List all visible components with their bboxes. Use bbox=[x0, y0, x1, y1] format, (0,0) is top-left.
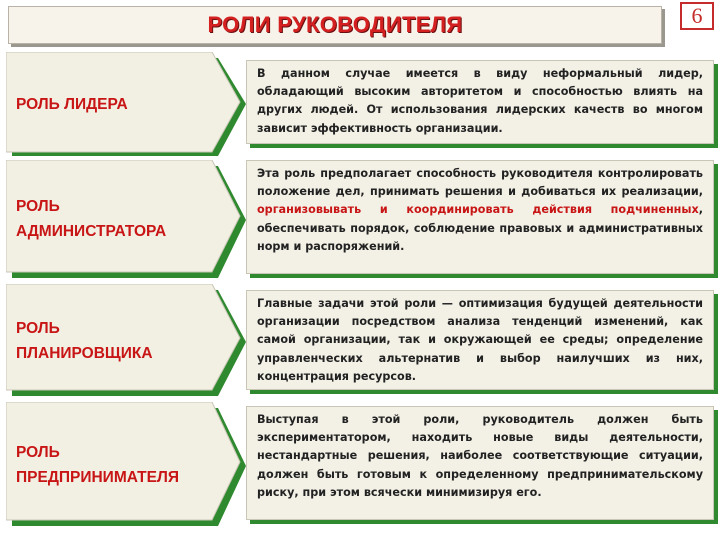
slide-number: 6 bbox=[691, 3, 703, 28]
role-label-planner bbox=[16, 316, 153, 366]
role-row-administrator bbox=[6, 160, 714, 278]
role-description: Главные задачи этой роли — оптимизация будущей деятельности организации посредством анализа тенденций изменений, как самой организации, так и окружающей ее среды; определение управленческих альтернатив и выбор наилучших из них, концентрация ресурсов. bbox=[257, 297, 703, 383]
description-text: , обеспечивать порядок, соблюдение правовых и административных норм и распоряжений. bbox=[257, 203, 703, 253]
role-label-line: АДМИНИСТРАТОРА bbox=[16, 223, 167, 240]
role-label-line: РОЛЬ bbox=[16, 320, 60, 337]
role-description-box bbox=[246, 160, 714, 274]
role-label-line: РОЛЬ bbox=[16, 198, 60, 215]
role-description-box bbox=[246, 290, 714, 390]
role-label-administrator bbox=[16, 194, 166, 244]
role-label-leader bbox=[16, 92, 128, 117]
role-description: В данном случае имеется в виду неформальный лидер, обладающий высоким авторитетом и способностью влиять на других людей. От использования лидерских качеств во многом зависит эффективность организации. bbox=[257, 67, 703, 135]
role-description: Выступая в этой роли, руководитель должен быть экспериментатором, находить новые виды деятельности, нестандартные решения, наиболее соответствующие ситуации, должен быть готовым к определенному предпринимательскому риску, при этом всячески минимизируя его. bbox=[257, 413, 703, 499]
slide-number-badge bbox=[680, 2, 714, 30]
role-description-box bbox=[246, 406, 714, 520]
role-label-line: ПРЕДПРИНИМАТЕЛЯ bbox=[16, 469, 179, 486]
role-description-box bbox=[246, 60, 714, 144]
description-text: Эта роль предполагает способность руководителя контролировать положение дел, принимать решения и добиваться их реализации, bbox=[257, 167, 703, 199]
role-label-entrepreneur bbox=[16, 440, 179, 490]
description-highlight: организовывать и координировать действия подчиненных bbox=[257, 203, 699, 217]
role-label-line: РОЛЬ bbox=[16, 444, 60, 461]
role-row-leader bbox=[6, 52, 714, 156]
role-row-planner bbox=[6, 284, 714, 396]
role-row-entrepreneur bbox=[6, 402, 714, 526]
slide-title: РОЛИ РУКОВОДИТЕЛЯ bbox=[207, 12, 463, 37]
role-description bbox=[247, 161, 713, 256]
role-label-line: ПЛАНИРОВЩИКА bbox=[16, 345, 153, 362]
title-banner bbox=[8, 6, 662, 44]
role-label-line: РОЛЬ ЛИДЕРА bbox=[16, 96, 128, 113]
